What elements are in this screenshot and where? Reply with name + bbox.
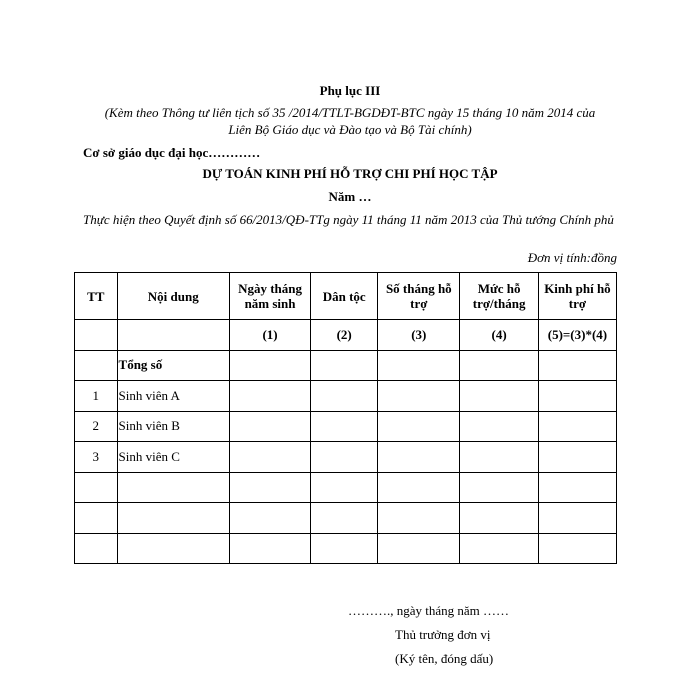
header-dob: Ngày tháng năm sinh xyxy=(230,273,311,320)
table-cell xyxy=(311,381,378,412)
header-content: Nội dung xyxy=(117,273,229,320)
table-cell xyxy=(311,350,378,381)
table-cell xyxy=(538,381,616,412)
col-number-ethnicity: (2) xyxy=(311,320,378,351)
table-cell xyxy=(230,442,311,473)
table-row xyxy=(75,442,617,473)
student-name: Sinh viên B xyxy=(117,411,229,442)
empty-row xyxy=(75,533,617,564)
table-cell xyxy=(117,472,229,503)
table-cell xyxy=(311,411,378,442)
table-cell xyxy=(538,503,616,534)
header-tt: TT xyxy=(75,273,118,320)
table-cell xyxy=(230,411,311,442)
table-cell xyxy=(311,533,378,564)
table-cell xyxy=(378,411,460,442)
table-cell xyxy=(538,442,616,473)
table-cell xyxy=(75,472,118,503)
table-cell xyxy=(117,503,229,534)
table-cell xyxy=(538,472,616,503)
signer-title: Thủ trưởng đơn vị xyxy=(395,627,491,642)
col-number-rate: (4) xyxy=(460,320,539,351)
table-cell xyxy=(311,503,378,534)
table-row xyxy=(75,381,617,412)
table-cell xyxy=(75,503,118,534)
table-cell xyxy=(460,381,539,412)
table-cell xyxy=(460,533,539,564)
legal-reference-line2: Liên Bộ Giáo dục và Đào tạo và Bộ Tài chính) xyxy=(228,122,472,137)
table-cell xyxy=(230,381,311,412)
table-cell xyxy=(378,533,460,564)
empty-row xyxy=(75,503,617,534)
total-label: Tổng số xyxy=(117,350,229,381)
table-cell xyxy=(230,533,311,564)
table-cell xyxy=(460,350,539,381)
row-tt: 1 xyxy=(75,381,118,412)
budget-table xyxy=(74,272,617,564)
row-tt: 2 xyxy=(75,411,118,442)
header-months: Số tháng hỗ trợ xyxy=(378,273,460,320)
empty-row xyxy=(75,472,617,503)
header-total: Kinh phí hỗ trợ xyxy=(538,273,616,320)
table-row xyxy=(75,411,617,442)
column-number-row xyxy=(75,320,617,351)
table-cell xyxy=(460,411,539,442)
table-cell xyxy=(460,472,539,503)
table-cell xyxy=(538,533,616,564)
table-cell xyxy=(75,320,118,351)
seal-note: (Ký tên, đóng dấu) xyxy=(395,651,494,666)
table-cell xyxy=(378,350,460,381)
currency-unit: Đơn vị tính:đồng xyxy=(527,250,617,265)
total-row xyxy=(75,350,617,381)
col-number-dob: (1) xyxy=(230,320,311,351)
student-name: Sinh viên C xyxy=(117,442,229,473)
table-cell xyxy=(460,503,539,534)
table-cell xyxy=(230,472,311,503)
student-name: Sinh viên A xyxy=(117,381,229,412)
table-cell xyxy=(117,320,229,351)
document-title: DỰ TOÁN KINH PHÍ HỖ TRỢ CHI PHÍ HỌC TẬP xyxy=(202,166,498,181)
table-cell xyxy=(311,442,378,473)
table-cell xyxy=(75,350,118,381)
table-cell xyxy=(538,350,616,381)
year-line: Năm … xyxy=(328,189,372,204)
table-cell xyxy=(230,350,311,381)
table-cell xyxy=(460,442,539,473)
row-tt: 3 xyxy=(75,442,118,473)
legal-reference-line1: (Kèm theo Thông tư liên tịch số 35 /2014/TTLT-BGDĐT-BTC ngày 15 tháng 10 năm 2014 của xyxy=(104,105,596,120)
table-cell xyxy=(378,472,460,503)
basis-statement: Thực hiện theo Quyết định số 66/2013/QĐ-TTg ngày 11 tháng 11 năm 2013 của Thủ tướng Chính phủ xyxy=(83,212,614,227)
table-cell xyxy=(378,381,460,412)
header-rate: Mức hỗ trợ/tháng xyxy=(460,273,539,320)
table-cell xyxy=(378,503,460,534)
table-cell xyxy=(311,472,378,503)
table-cell xyxy=(75,533,118,564)
appendix-title: Phụ lục III xyxy=(319,83,381,98)
legal-reference xyxy=(60,104,640,138)
header-ethnicity: Dân tộc xyxy=(311,273,378,320)
table-cell xyxy=(230,503,311,534)
table-header-row xyxy=(75,273,617,320)
table-cell xyxy=(117,533,229,564)
table-cell xyxy=(378,442,460,473)
col-number-months: (3) xyxy=(378,320,460,351)
date-line: ………., ngày tháng năm …… xyxy=(348,603,510,618)
institution-line: Cơ sở giáo dục đại học………… xyxy=(83,145,261,160)
table-cell xyxy=(538,411,616,442)
col-number-total: (5)=(3)*(4) xyxy=(538,320,616,351)
